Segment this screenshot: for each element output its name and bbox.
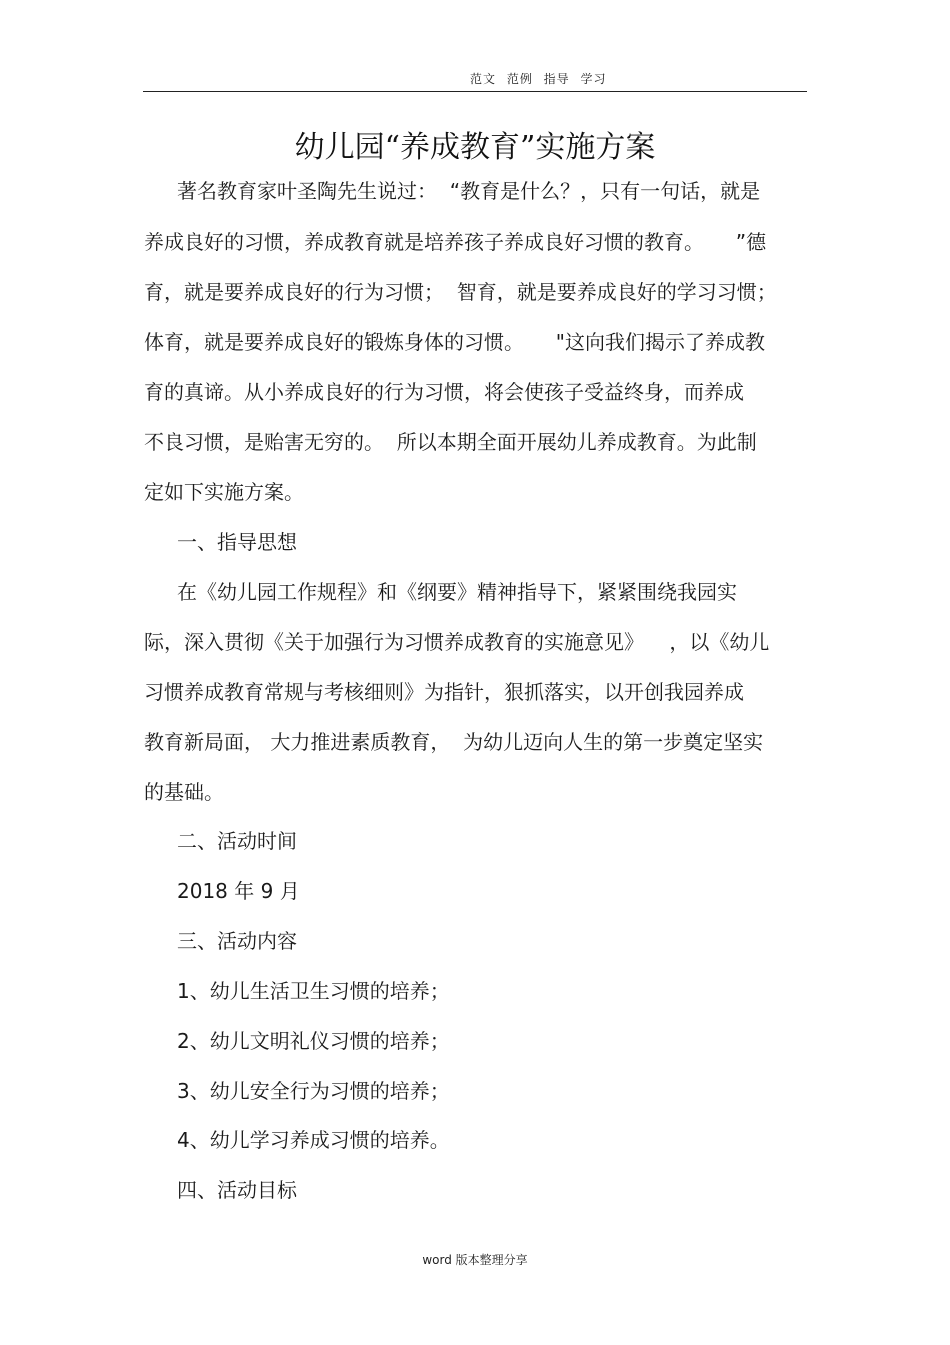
- paragraph-line: 习惯养成教育常规与考核细则》为指针，狠抓落实，以开创我园养成: [144, 680, 744, 704]
- paragraph-line: 不良习惯，是贻害无穷的。 所以本期全面开展幼儿养成教育。为此制: [144, 430, 757, 454]
- paragraph-line: 著名教育家叶圣陶先生说过： “教育是什么？，只有一句话，就是: [177, 179, 761, 203]
- section-heading: 四、活动目标: [177, 1178, 297, 1202]
- paragraph-line: 的基础。: [144, 780, 224, 804]
- document-title: 幼儿园“养成教育”实施方案: [294, 130, 656, 165]
- section-heading: 三、活动内容: [177, 929, 297, 953]
- paragraph-line: 养成良好的习惯，养成教育就是培养孩子养成良好习惯的教育。 ”德: [144, 230, 767, 254]
- list-item: 2、幼儿文明礼仪习惯的培养；: [177, 1029, 450, 1053]
- paragraph-line: 教育新局面， 大力推进素质教育， 为幼儿迈向人生的第一步奠定坚实: [144, 730, 764, 754]
- paragraph-line: 在《幼儿园工作规程》和《纲要》精神指导下，紧紧围绕我园实: [177, 580, 737, 604]
- page-footer: word 版本整理分享: [422, 1253, 528, 1267]
- paragraph-line: 育，就是要养成良好的行为习惯； 智育，就是要养成良好的学习习惯；: [144, 280, 777, 304]
- header-divider: [143, 91, 807, 92]
- section-heading: 一、指导思想: [177, 530, 297, 554]
- paragraph-line: 定如下实施方案。: [144, 480, 304, 504]
- list-item: 4、幼儿学习养成习惯的培养。: [177, 1128, 450, 1152]
- paragraph-line: 际，深入贯彻《关于加强行为习惯养成教育的实施意见》 ，以《幼儿: [144, 630, 770, 654]
- section-heading: 二、活动时间: [177, 829, 297, 853]
- date-line: 2018 年 9 月: [177, 879, 300, 903]
- page-header: 范文 范例 指导 学习: [470, 72, 607, 86]
- list-item: 1、幼儿生活卫生习惯的培养；: [177, 979, 450, 1003]
- paragraph-line: 育的真谛。从小养成良好的行为习惯，将会使孩子受益终身，而养成: [144, 380, 744, 404]
- list-item: 3、幼儿安全行为习惯的培养；: [177, 1079, 450, 1103]
- paragraph-line: 体育，就是要养成良好的锻炼身体的习惯。 "这向我们揭示了养成教: [144, 330, 765, 354]
